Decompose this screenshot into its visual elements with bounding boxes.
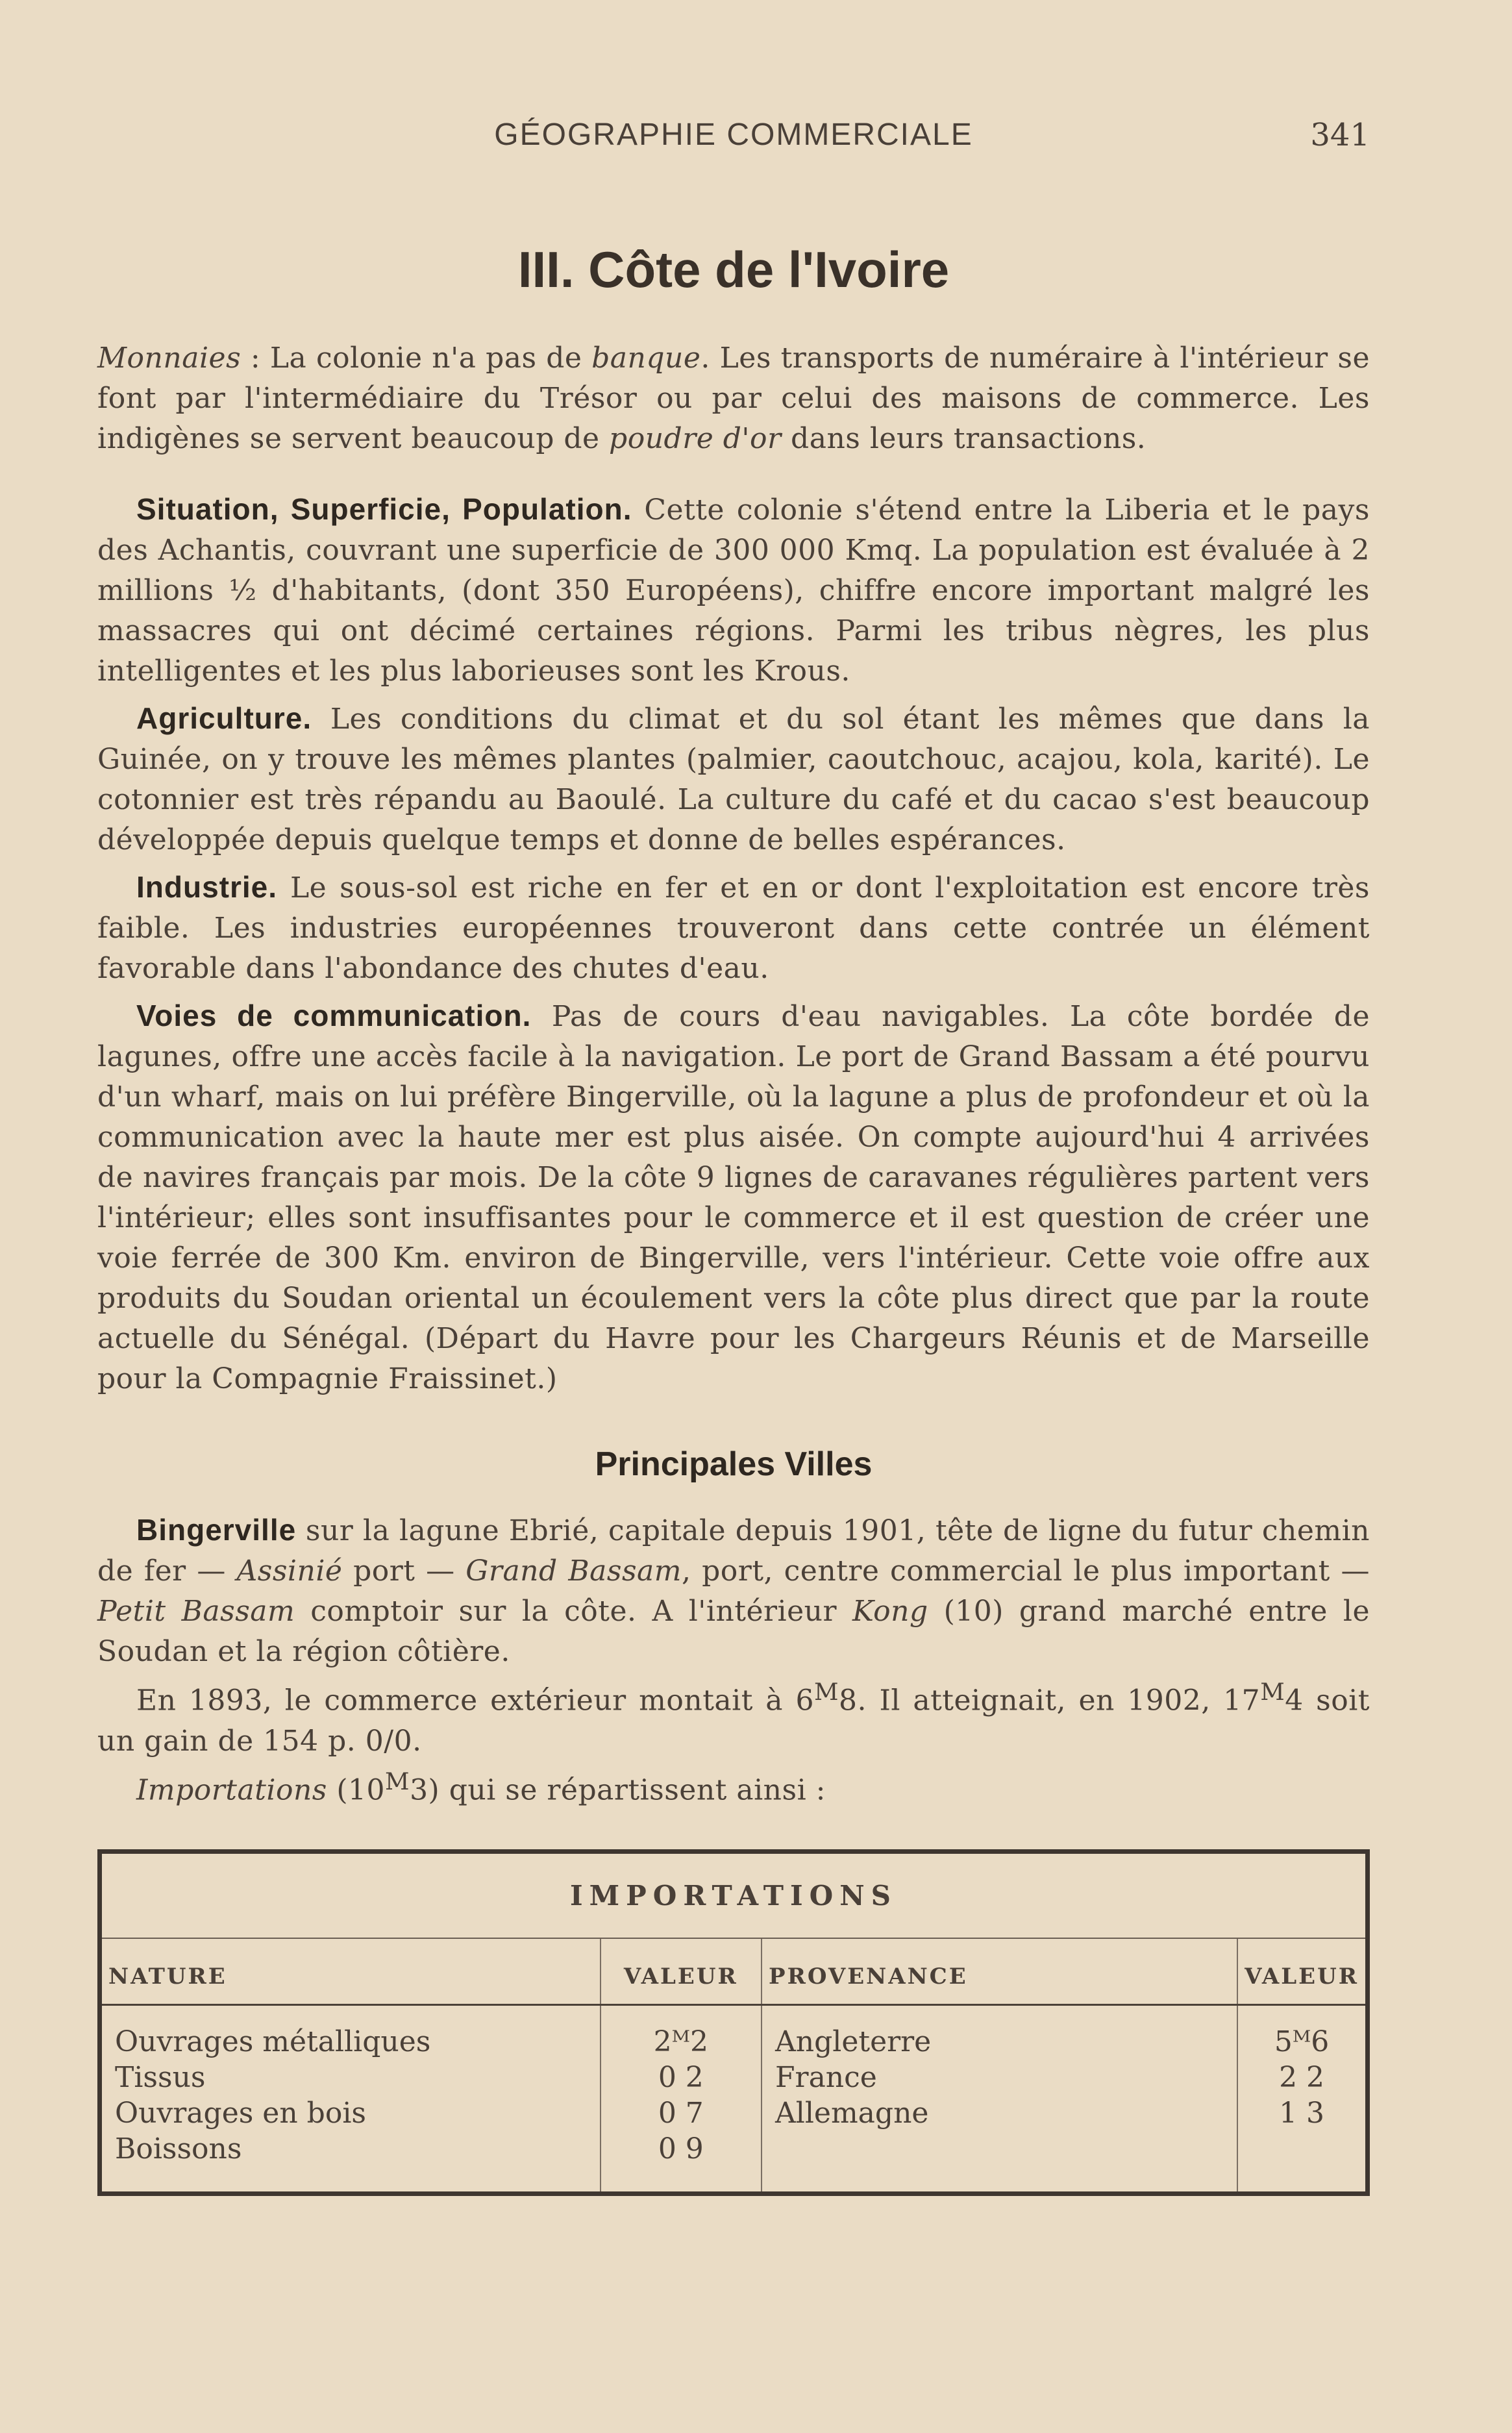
voies-text: Pas de cours d'eau navigables. La côte bordée de lagunes, offre une accès facile à la navigation. Le port de Grand Bassam a été pourvu d'un wharf, mais on lui préfère Bingerville, où la lagune a plus de profondeur et où la communication avec la haute mer est plus aisée. On compte aujourd'hui 4 arrivées de navires français par mois. De la côte 9 lignes de caravanes régulières partent vers l'intérieur; elles sont insuffisantes pour le commerce et il est question de créer une voie ferrée de 300 Km. environ de Bingerville, vers l'intérieur. Cette voie offre aux produits du Soudan oriental un écoulement vers la côte plus direct que par la route actuelle du Sénégal. (Départ du Havre pour les Chargeurs Réunis et de Marseille pour la Compagnie Fraissinet.) (97, 1000, 1370, 1395)
situation-lead: Situation, Superficie, Population. (136, 492, 632, 526)
bingerville-text-c: , port, centre commercial le plus important — (682, 1554, 1370, 1588)
voies-lead: Voies de communication. (136, 999, 532, 1032)
page-number: 341 (1310, 117, 1370, 153)
importations-text-a: (10 (327, 1773, 386, 1807)
bingerville-text-a: sur la lagune Ebrié, capitale depuis 1901, tête de ligne du futur chemin de fer — (97, 1514, 1370, 1588)
header-valeur-nature: VALEUR (601, 1939, 762, 2005)
table-header-row (102, 1939, 1365, 2005)
provenance-cell: France (762, 2060, 1237, 2095)
monnaies-lead: Monnaies (97, 342, 242, 375)
provenance-cell: Allemagne (762, 2095, 1237, 2131)
table-row (102, 2060, 1365, 2095)
nature-cell: Ouvrages métalliques (102, 2005, 601, 2060)
paragraph-industrie (97, 867, 1370, 989)
commerce-text-b: 8. Il atteignait, en 1902, 17 (839, 1684, 1261, 1717)
bingerville-text-b: port — (342, 1554, 466, 1588)
provenance-valeur-cell: 2 2 (1279, 2061, 1325, 2095)
industrie-text: Le sous-sol est riche en fer et en or dont l'exploitation est encore très faible. Les industries européennes trouveront dans cette contrée un élément favorable dans l'abondance des chutes d'eau. (97, 871, 1370, 985)
running-title: GÉOGRAPHIE COMMERCIALE (494, 118, 973, 152)
nature-cell: Ouvrages en bois (102, 2095, 601, 2131)
agriculture-lead: Agriculture. (136, 701, 312, 735)
header-provenance: PROVENANCE (762, 1939, 1237, 2005)
nature-valeur-cell: 0 7 (601, 2095, 762, 2131)
commerce-text-c: 4 soit un gain de 154 p. (97, 1684, 1370, 1758)
bingerville-kong: Kong (852, 1595, 928, 1628)
bingerville-grand-bassam: Grand Bassam (465, 1554, 682, 1588)
monnaies-poudre: poudre d'or (609, 422, 782, 455)
commerce-sup-b: M (1260, 1678, 1285, 1706)
bingerville-lead: Bingerville (136, 1513, 297, 1547)
bingerville-petit-bassam: Petit Bassam (97, 1595, 295, 1628)
nature-valeur-cell: 2ᴹ2 (601, 2005, 762, 2060)
nature-valeur-cell: 0 2 (601, 2060, 762, 2095)
monnaies-banque: banque (591, 342, 701, 375)
provenance-cell-empty (762, 2131, 1237, 2191)
industrie-lead: Industrie. (136, 870, 278, 904)
commerce-text-a: En 1893, le commerce extérieur montait à 6 (136, 1684, 814, 1717)
situation-text: Cette colonie s'étend entre la Liberia et le pays des Achantis, couvrant une superficie de 300 000 Kmq. La population est évaluée à 2 millions ½ d'habitants, (dont 350 Européens), chiffre encore important malgré les massacres qui ont décimé certaines régions. Parmi les tribus nègres, les plus intelligentes et les plus laborieuses sont les Krous. (97, 493, 1370, 688)
importations-lead: Importations (136, 1773, 327, 1807)
paragraph-commerce (97, 1672, 1370, 1762)
provenance-valeur-cell-empty (1237, 2131, 1365, 2191)
agriculture-text: Les conditions du climat et du sol étant les mêmes que dans la Guinée, on y trouve les mêmes plantes (palmier, caoutchouc, acajou, kola, karité). Le cotonnier est très répandu au Baoulé. La culture du café et du cacao s'est beaucoup développée depuis quelque temps et donne de belles espérances. (97, 703, 1370, 856)
paragraph-importations (97, 1762, 1370, 1811)
importations-grid (102, 1939, 1365, 2191)
monnaies-text-c: dans leurs transactions. (781, 422, 1146, 455)
provenance-cell: Angleterre (762, 2005, 1237, 2060)
bingerville-text-e: (10) grand marché entre le Soudan et la région côtière. (97, 1595, 1370, 1668)
table-row (102, 2131, 1365, 2191)
nature-cell: Boissons (102, 2131, 601, 2191)
commerce-text-d: . (412, 1724, 422, 1758)
bingerville-assinie: Assinié (236, 1554, 343, 1588)
importations-sup: M (385, 1767, 410, 1795)
bingerville-text-d: comptoir sur la côte. A l'intérieur (295, 1595, 852, 1628)
commerce-sup-a: M (813, 1678, 839, 1706)
header-nature: NATURE (102, 1939, 601, 2005)
paragraph-monnaies (97, 338, 1370, 459)
table-row (102, 2095, 1365, 2131)
paragraph-bingerville (97, 1510, 1370, 1672)
provenance-valeur-cell: 5ᴹ6 (1274, 2025, 1330, 2059)
importations-text-b: 3) qui se répartissent ainsi : (410, 1773, 826, 1807)
nature-valeur-cell: 0 9 (601, 2131, 762, 2191)
commerce-pct: 0/0 (365, 1724, 413, 1758)
table-title: IMPORTATIONS (102, 1854, 1365, 1939)
header-valeur-provenance: VALEUR (1237, 1939, 1365, 2005)
provenance-valeur-cell: 1 3 (1279, 2097, 1325, 2130)
paragraph-situation (97, 489, 1370, 692)
importations-table (97, 1849, 1370, 2196)
table-row (102, 2005, 1365, 2060)
chapter-title: III. Côte de l'Ivoire (517, 241, 950, 298)
monnaies-text-a: : La colonie n'a pas de (241, 342, 592, 375)
running-head (97, 117, 1370, 169)
book-page (97, 117, 1370, 2196)
paragraph-agriculture (97, 698, 1370, 860)
nature-cell: Tissus (102, 2060, 601, 2095)
paragraph-voies (97, 995, 1370, 1399)
section-title-villes: Principales Villes (595, 1445, 873, 1483)
monnaies-text-b: . Les transports de numéraire à l'intérieur se font par l'intermédiaire du Trésor ou par celui des maisons de commerce. Les indigènes se servent beaucoup de (97, 342, 1370, 455)
